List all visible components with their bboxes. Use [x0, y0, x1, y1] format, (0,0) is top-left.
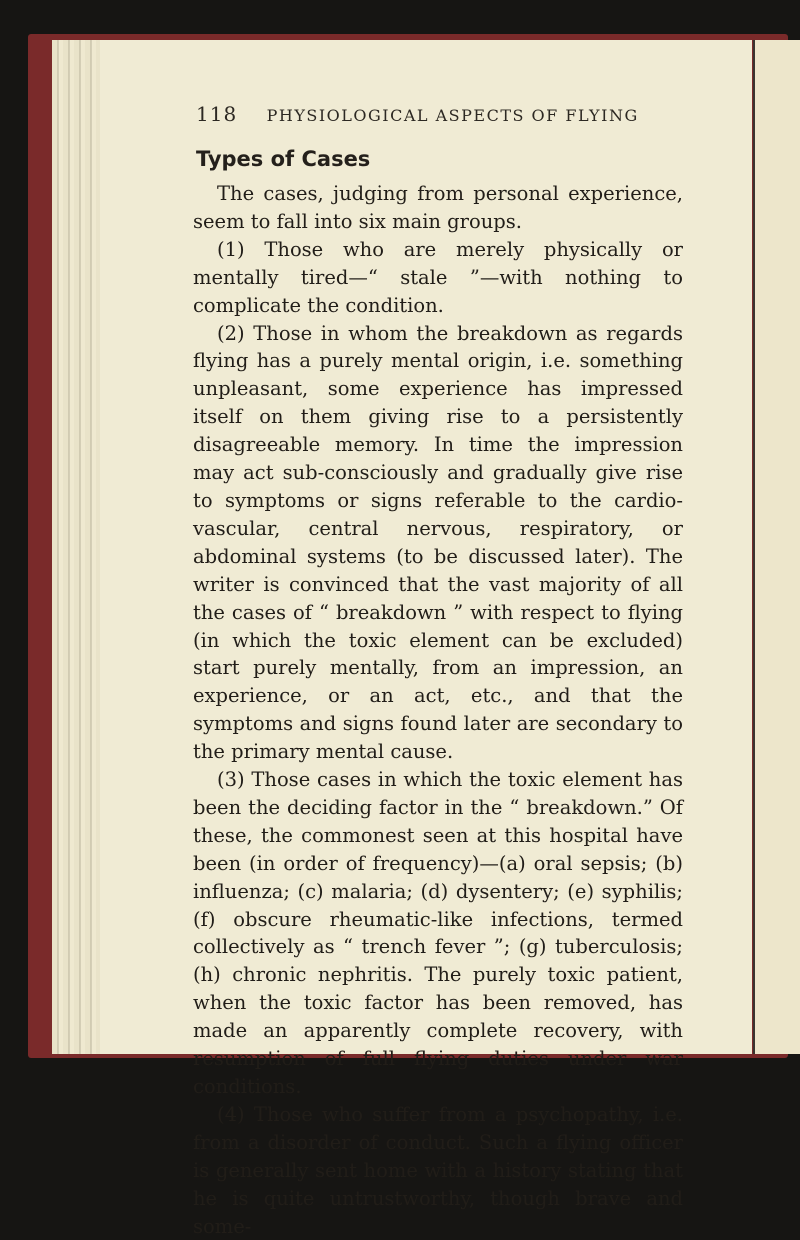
- facing-page-edge: [753, 40, 800, 1054]
- running-title: PHYSIOLOGICAL ASPECTS OF FLYING: [266, 106, 639, 125]
- page-edges: [52, 40, 104, 1054]
- paragraph-group-1: (1) Those who are merely physically or mentally tired—“ stale ”—with nothing to complicate the condition.: [193, 237, 683, 317]
- body-text: [193, 180, 683, 1240]
- page-number: 118: [196, 102, 238, 126]
- section-heading: Types of Cases: [196, 147, 371, 171]
- paragraph-intro: The cases, judging from personal experience, seem to fall into six main groups.: [193, 182, 683, 233]
- paragraph-group-3: (3) Those cases in which the toxic element has been the deciding factor in the “ breakdown.” Of these, the commonest seen at this hospital have been (in order of frequency)—(a) oral sepsis; (b) influenza; (c) malaria; (d) dysentery; (e) syphilis; (f) obscure rheumatic-like infections, termed collectively as “ trench fever ”; (g) tuberculosis; (h) chronic nephritis. The purely toxic patient, when the toxic factor has been removed, has made an apparently complete recovery, with resumption of full flying duties under war conditions.: [193, 768, 683, 1098]
- paragraph-group-2: (2) Those in whom the breakdown as regards flying has a purely mental origin, i.e. something unpleasant, some experience has impressed itself on them giving rise to a persistently disagreeable memory. In time the impression may act sub-consciously and gradually give rise to symptoms or signs referable to the cardio-vascular, central nervous, respiratory, or abdominal systems (to be discussed later). The writer is convinced that the vast majority of all the cases of “ breakdown ” with respect to flying (in which the toxic element can be excluded) start purely mentally, from an impression, an experience, or an act, etc., and that the symptoms and signs found later are secondary to the primary mental cause.: [193, 321, 683, 764]
- paragraph-group-4: (4) Those who suffer from a psychopathy, i.e. from a disorder of conduct. Such a flying officer is generally sent home with a history stating that he is quite untrustworthy, though brave and some-: [193, 1102, 683, 1238]
- running-header: [196, 102, 639, 126]
